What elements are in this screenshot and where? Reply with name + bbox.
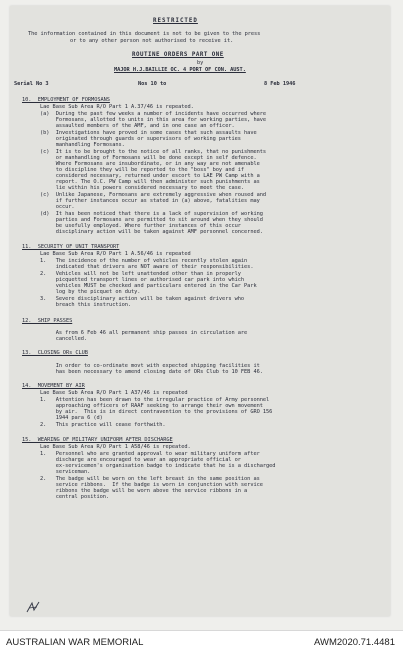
section-title: 11. SECURITY OF UNIT TRANSPORT bbox=[22, 244, 120, 250]
paragraph-line: discharge are encouraged to wear an appropriate official or bbox=[40, 457, 241, 463]
paragraph-line: ex-servicemen's organisation badge to indicate that he is a discharged bbox=[40, 463, 276, 469]
handwritten-mark bbox=[26, 601, 40, 613]
notice-line-1: The information contained in this document is not to be given to the press bbox=[28, 31, 261, 37]
order-numbers: Nos 10 to bbox=[138, 81, 167, 87]
footer-accession-number: AWM2020.71.4481 bbox=[314, 637, 395, 648]
document-page bbox=[10, 6, 390, 616]
paragraph-line: (c) Unlike Japanese, Formosans are extremely aggressive when roused and bbox=[40, 192, 267, 198]
paragraph-line: picquetted transport lines or authorised car park into which bbox=[40, 277, 245, 283]
paragraph-line: has been necessary to amend closing date of ORs Club to 10 FEB 46. bbox=[40, 369, 263, 375]
paragraph-line: occur. bbox=[40, 204, 75, 210]
paragraph-line: breach this instruction. bbox=[40, 302, 132, 308]
paragraph-line: lie within his powers considered necessary to meet the case. bbox=[40, 185, 245, 191]
paragraph-line: log by the picquet on duty. bbox=[40, 289, 141, 295]
archive-footer bbox=[0, 630, 403, 654]
paragraph-line: serviceman. bbox=[40, 469, 91, 475]
paragraph-line: 2. This practice will cease forthwith. bbox=[40, 422, 166, 428]
notice-line-2: or to any other person not authorised to receive it. bbox=[70, 38, 234, 44]
section-reference: Lae Base Sub Area R/O Part 1 A58/46 is repeated. bbox=[40, 444, 191, 450]
section-title: 12. SHIP PASSES bbox=[22, 318, 73, 324]
paragraph-line: if further instances occur as stated in (a) above, fatalities may bbox=[40, 198, 260, 204]
section-reference: Lae Base Sub Area R/O Part 1 A.56/46 is repeated bbox=[40, 251, 191, 257]
section-title: 14. MOVEMENT BY AIR bbox=[22, 383, 85, 389]
paragraph-line: assaulted members of the AMF, and in one case an officer. bbox=[40, 123, 235, 129]
paragraph-line: (b) Investigations have proved in some cases that such assaults have bbox=[40, 130, 257, 136]
paragraph-line: cancelled. bbox=[40, 336, 88, 342]
classification-heading: RESTRICTED bbox=[153, 18, 198, 24]
paragraph-line: In order to co-ordinate movt with expected shipping facilities it bbox=[40, 363, 260, 369]
paragraph-line: 3. Severe disciplinary action will be taken against drivers who bbox=[40, 296, 245, 302]
paragraph-line: disciplinary action will be taken against AMF personnel concerned. bbox=[40, 229, 263, 235]
paragraph-line: approaching officers of RAAF seeking to arrange their own movement bbox=[40, 403, 263, 409]
paragraph-line: originated through guards or supervisors of working parties bbox=[40, 136, 241, 142]
paragraph-line: (c) It is to be brought to the notice of all ranks, that no punishments bbox=[40, 149, 267, 155]
paragraph-line: to discipline they will be reported to the "boss" boy and if bbox=[40, 167, 245, 173]
section-title: 13. CLOSING ORs CLUB bbox=[22, 350, 88, 356]
paragraph-line: ribbons the badge will be worn above the service ribbons in a bbox=[40, 488, 248, 494]
paragraph-line: Where Formosans are insubordinate, or in any way are not amenable bbox=[40, 161, 260, 167]
paragraph-line: be usefully employed. Where further instances of this occur bbox=[40, 223, 241, 229]
document-title: ROUTINE ORDERS PART ONE bbox=[132, 52, 224, 58]
paragraph-line: 1. Personnel who are granted approval to wear military uniform after bbox=[40, 451, 260, 457]
paragraph-line: 1944 para 6 (d) bbox=[40, 415, 103, 421]
paragraph-line: 2. Vehicles will not be left unattended other than in properly bbox=[40, 271, 241, 277]
paragraph-line: indicated that drivers are NOT aware of their responsibilities. bbox=[40, 264, 254, 270]
document-date: 8 Feb 1946 bbox=[264, 81, 296, 87]
by-line: by bbox=[197, 60, 204, 66]
issuing-officer: MAJOR H.J.BAILLIE OC. 4 PORT OF CON. AUST. bbox=[114, 67, 246, 73]
section-reference: Lae Base Sub Area R/O Part 1 A37/46 is repeated bbox=[40, 390, 188, 396]
paragraph-line: Formosans, allotted to units in this area for working parties, have bbox=[40, 117, 267, 123]
section-title: 15. WEARING OF MILITARY UNIFORM AFTER DISCHARGE bbox=[22, 437, 173, 443]
paragraph-line: manhandling Formosans. bbox=[40, 142, 125, 148]
paragraph-line: As from 6 Feb 46 all permanent ship passes in circulation are bbox=[40, 330, 248, 336]
paragraph-line: vehicles MUST be checked and particulars entered in the Car Park bbox=[40, 283, 257, 289]
paragraph-line: service ribbons. If the badge is worn in conjunction with service bbox=[40, 482, 263, 488]
serial-number: Serial No 3 bbox=[14, 81, 49, 87]
footer-institution: AUSTRALIAN WAR MEMORIAL bbox=[6, 637, 144, 648]
paragraph-line: considered necessary, returned under escort to LAE PW Camp with a bbox=[40, 173, 260, 179]
paragraph-line: central position. bbox=[40, 494, 110, 500]
paragraph-line: 1. The incidence of the number of vehicles recently stolen again bbox=[40, 258, 248, 264]
paragraph-line: 2. The badge will be worn on the left breast in the same position as bbox=[40, 476, 260, 482]
paragraph-line: report. The O.C. PW Camp will then administer such punishments as bbox=[40, 179, 260, 185]
paragraph-line: by air. This is in direct contravention to the provisions of GRO 156 bbox=[40, 409, 273, 415]
paragraph-line: parties and Formosans are permitted to sit around when they should bbox=[40, 217, 263, 223]
paragraph-line: 1. Attention has been drawn to the irregular practice of Army personnel bbox=[40, 397, 270, 403]
section-title: 10. EMPLOYMENT OF FORMOSANS bbox=[22, 97, 110, 103]
paragraph-line: (a) During the past few weeks a number of incidents have occurred where bbox=[40, 111, 267, 117]
paragraph-line: (d) It has been noticed that there is a lack of supervision of working bbox=[40, 211, 263, 217]
section-reference: Lae Base Sub Area R/O Part 1 A.37/46 is repeated. bbox=[40, 104, 194, 110]
paragraph-line: or manhandling of Formosans will be done except in self defence. bbox=[40, 155, 257, 161]
